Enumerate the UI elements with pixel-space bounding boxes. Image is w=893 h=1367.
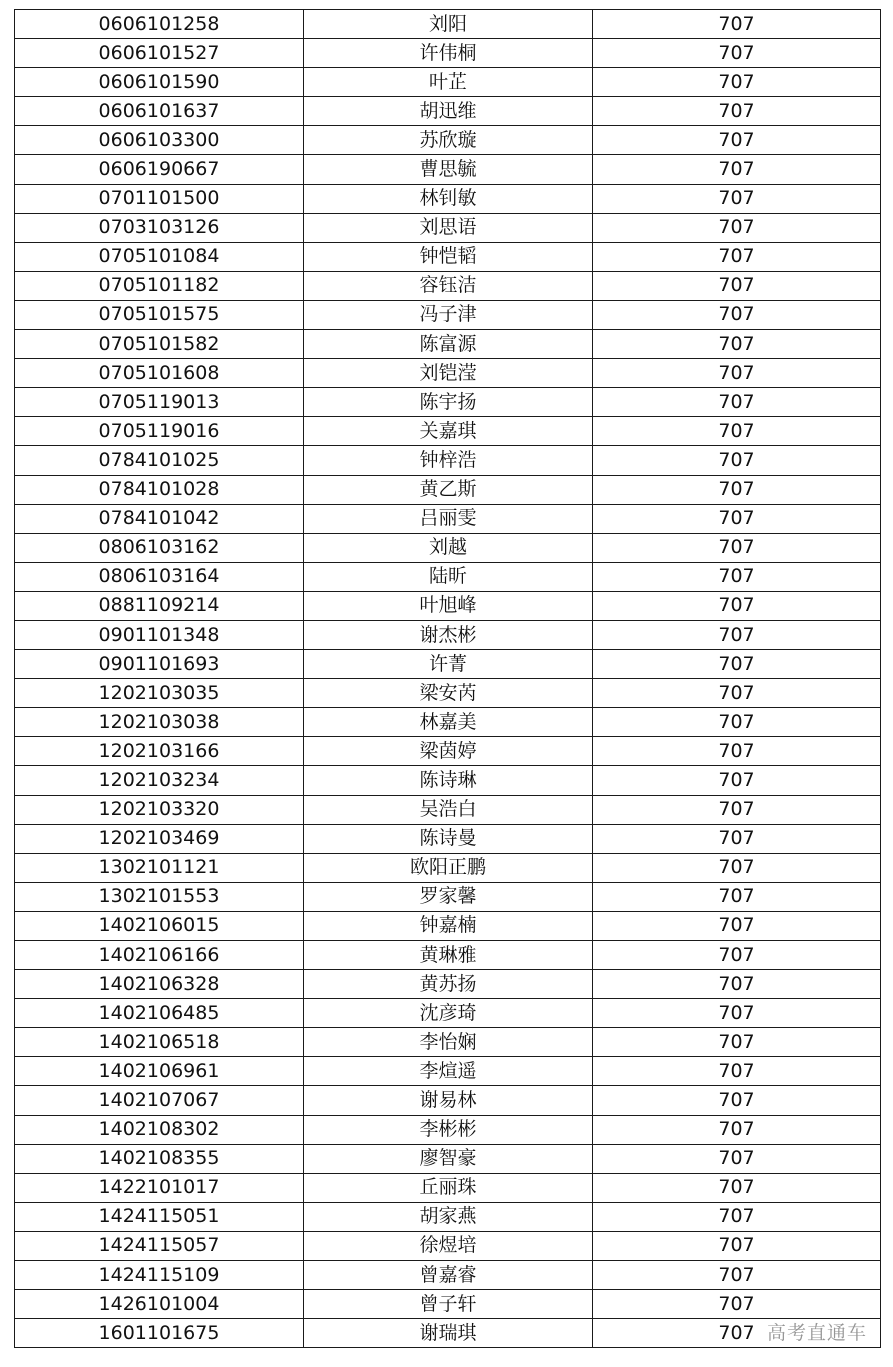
student-name-cell: 陈诗曼 [304, 824, 593, 853]
exam-number-cell: 1424115057 [15, 1231, 304, 1260]
exam-number-cell: 0606101637 [15, 97, 304, 126]
exam-number-cell: 0705101084 [15, 242, 304, 271]
exam-number-cell: 1402107067 [15, 1086, 304, 1115]
score-cell: 707 [593, 417, 881, 446]
exam-number-cell: 1426101004 [15, 1290, 304, 1319]
exam-number-cell: 0705119016 [15, 417, 304, 446]
student-name-cell: 李彬彬 [304, 1115, 593, 1144]
exam-number-cell: 0705101582 [15, 330, 304, 359]
table-row [15, 1086, 881, 1115]
score-cell: 707 [593, 650, 881, 679]
student-name-cell: 苏欣璇 [304, 126, 593, 155]
table-row [15, 911, 881, 940]
exam-number-cell: 0606101590 [15, 68, 304, 97]
exam-number-cell: 1402106166 [15, 941, 304, 970]
exam-number-cell: 1402106015 [15, 911, 304, 940]
score-cell: 707 [593, 97, 881, 126]
exam-number-cell: 1302101553 [15, 882, 304, 911]
table-row [15, 591, 881, 620]
table-row [15, 446, 881, 475]
student-name-cell: 丘丽珠 [304, 1173, 593, 1202]
table-row [15, 795, 881, 824]
table-row [15, 155, 881, 184]
score-cell: 707 [593, 155, 881, 184]
exam-number-cell: 1202103035 [15, 679, 304, 708]
student-name-cell: 梁茵婷 [304, 737, 593, 766]
student-name-cell: 黄琳雅 [304, 941, 593, 970]
score-cell: 707 [593, 999, 881, 1028]
score-cell: 707 [593, 1144, 881, 1173]
student-name-cell: 黄乙斯 [304, 475, 593, 504]
table-row [15, 359, 881, 388]
score-cell: 707 [593, 68, 881, 97]
student-name-cell: 钟恺韬 [304, 242, 593, 271]
table-row [15, 620, 881, 649]
score-cell: 707 [593, 562, 881, 591]
student-name-cell: 刘思语 [304, 213, 593, 242]
student-name-cell: 徐煜培 [304, 1231, 593, 1260]
exam-number-cell: 1202103166 [15, 737, 304, 766]
table-row [15, 679, 881, 708]
student-name-cell: 胡迅维 [304, 97, 593, 126]
score-cell: 707 [593, 533, 881, 562]
score-cell: 707 [593, 970, 881, 999]
score-cell: 707 [593, 213, 881, 242]
table-row [15, 766, 881, 795]
table-row [15, 330, 881, 359]
exam-number-cell: 0784101025 [15, 446, 304, 475]
score-cell: 707 [593, 1290, 881, 1319]
student-name-cell: 钟梓浩 [304, 446, 593, 475]
score-cell: 707 [593, 300, 881, 329]
student-name-cell: 林嘉美 [304, 708, 593, 737]
student-name-cell: 林钊敏 [304, 184, 593, 213]
score-cell: 707 [593, 1319, 881, 1348]
exam-number-cell: 0606190667 [15, 155, 304, 184]
table-row [15, 1028, 881, 1057]
table-row [15, 824, 881, 853]
score-cell: 707 [593, 184, 881, 213]
watermark: 高考直通车 [766, 1322, 867, 1344]
table-row [15, 300, 881, 329]
student-name-cell: 刘越 [304, 533, 593, 562]
table-row [15, 10, 881, 39]
table-row [15, 1290, 881, 1319]
exam-number-cell: 1402108355 [15, 1144, 304, 1173]
exam-number-cell: 0701101500 [15, 184, 304, 213]
exam-number-cell: 0606101258 [15, 10, 304, 39]
exam-number-cell: 1202103234 [15, 766, 304, 795]
score-cell: 707 [593, 766, 881, 795]
score-cell: 707 [593, 359, 881, 388]
score-cell: 707 [593, 882, 881, 911]
score-table-body [15, 10, 881, 1348]
student-name-cell: 刘阳 [304, 10, 593, 39]
student-name-cell: 钟嘉楠 [304, 911, 593, 940]
student-name-cell: 谢瑞琪 [304, 1319, 593, 1348]
table-row [15, 708, 881, 737]
score-cell: 707 [593, 824, 881, 853]
table-row [15, 417, 881, 446]
score-cell: 707 [593, 242, 881, 271]
student-name-cell: 许菁 [304, 650, 593, 679]
exam-number-cell: 0705101608 [15, 359, 304, 388]
score-cell: 707 [593, 446, 881, 475]
student-name-cell: 梁安芮 [304, 679, 593, 708]
score-cell: 707 [593, 39, 881, 68]
table-row [15, 1231, 881, 1260]
student-name-cell: 叶旭峰 [304, 591, 593, 620]
table-row [15, 242, 881, 271]
table-row [15, 97, 881, 126]
table-row [15, 126, 881, 155]
table-row [15, 970, 881, 999]
student-name-cell: 沈彦琦 [304, 999, 593, 1028]
exam-number-cell: 1402106328 [15, 970, 304, 999]
exam-number-cell: 1402106961 [15, 1057, 304, 1086]
table-row [15, 475, 881, 504]
exam-number-cell: 1601101675 [15, 1319, 304, 1348]
exam-number-cell: 0703103126 [15, 213, 304, 242]
exam-number-cell: 1424115109 [15, 1261, 304, 1290]
student-name-cell: 许伟桐 [304, 39, 593, 68]
student-name-cell: 谢易林 [304, 1086, 593, 1115]
student-name-cell: 冯子津 [304, 300, 593, 329]
student-name-cell: 陈诗琳 [304, 766, 593, 795]
student-name-cell: 罗家馨 [304, 882, 593, 911]
student-name-cell: 叶芷 [304, 68, 593, 97]
student-name-cell: 吴浩白 [304, 795, 593, 824]
exam-number-cell: 1202103320 [15, 795, 304, 824]
score-cell: 707 [593, 1173, 881, 1202]
exam-number-cell: 1402106485 [15, 999, 304, 1028]
score-cell: 707 [593, 620, 881, 649]
score-cell: 707 [593, 708, 881, 737]
exam-number-cell: 0606103300 [15, 126, 304, 155]
score-cell: 707 [593, 388, 881, 417]
score-cell: 707 [593, 1261, 881, 1290]
table-row [15, 1319, 881, 1348]
student-name-cell: 廖智豪 [304, 1144, 593, 1173]
exam-number-cell: 0881109214 [15, 591, 304, 620]
exam-number-cell: 0901101348 [15, 620, 304, 649]
student-name-cell: 吕丽雯 [304, 504, 593, 533]
table-row [15, 1144, 881, 1173]
table-row [15, 853, 881, 882]
score-cell: 707 [593, 504, 881, 533]
score-cell: 707 [593, 1028, 881, 1057]
table-row [15, 650, 881, 679]
score-cell: 707 [593, 679, 881, 708]
student-name-cell: 谢杰彬 [304, 620, 593, 649]
table-row [15, 184, 881, 213]
student-name-cell: 刘铠滢 [304, 359, 593, 388]
exam-number-cell: 0705101575 [15, 300, 304, 329]
exam-number-cell: 0806103162 [15, 533, 304, 562]
table-row [15, 1057, 881, 1086]
table-row [15, 941, 881, 970]
score-cell: 707 [593, 330, 881, 359]
score-cell: 707 [593, 10, 881, 39]
student-name-cell: 关嘉琪 [304, 417, 593, 446]
exam-number-cell: 0784101028 [15, 475, 304, 504]
table-row [15, 562, 881, 591]
score-cell: 707 [593, 737, 881, 766]
exam-number-cell: 1202103038 [15, 708, 304, 737]
score-table [14, 9, 881, 1348]
score-cell: 707 [593, 853, 881, 882]
exam-number-cell: 0901101693 [15, 650, 304, 679]
table-row [15, 504, 881, 533]
table-row [15, 388, 881, 417]
student-name-cell: 欧阳正鹏 [304, 853, 593, 882]
exam-number-cell: 0705101182 [15, 271, 304, 300]
table-row [15, 1261, 881, 1290]
score-cell: 707 [593, 1086, 881, 1115]
exam-number-cell: 0606101527 [15, 39, 304, 68]
table-row [15, 271, 881, 300]
score-cell: 707 [593, 1115, 881, 1144]
exam-number-cell: 0806103164 [15, 562, 304, 591]
table-row [15, 533, 881, 562]
table-row [15, 1173, 881, 1202]
student-name-cell: 陆昕 [304, 562, 593, 591]
student-name-cell: 容钰洁 [304, 271, 593, 300]
student-name-cell: 曾子轩 [304, 1290, 593, 1319]
student-name-cell: 陈宇扬 [304, 388, 593, 417]
student-name-cell: 陈富源 [304, 330, 593, 359]
score-cell: 707 [593, 271, 881, 300]
table-row [15, 1115, 881, 1144]
exam-number-cell: 1422101017 [15, 1173, 304, 1202]
exam-number-cell: 0784101042 [15, 504, 304, 533]
table-row [15, 999, 881, 1028]
exam-number-cell: 1424115051 [15, 1202, 304, 1231]
table-row [15, 1202, 881, 1231]
student-name-cell: 曹思毓 [304, 155, 593, 184]
table-row [15, 39, 881, 68]
score-cell: 707 [593, 1057, 881, 1086]
student-name-cell: 曾嘉睿 [304, 1261, 593, 1290]
student-name-cell: 黄苏扬 [304, 970, 593, 999]
student-name-cell: 胡家燕 [304, 1202, 593, 1231]
score-cell: 707 [593, 941, 881, 970]
exam-number-cell: 1402108302 [15, 1115, 304, 1144]
score-cell: 707 [593, 475, 881, 504]
score-cell: 707 [593, 126, 881, 155]
score-cell: 707 [593, 795, 881, 824]
score-cell: 707 [593, 1231, 881, 1260]
exam-number-cell: 1402106518 [15, 1028, 304, 1057]
exam-number-cell: 1202103469 [15, 824, 304, 853]
score-cell: 707 [593, 911, 881, 940]
exam-number-cell: 1302101121 [15, 853, 304, 882]
table-row [15, 213, 881, 242]
score-cell: 707 [593, 1202, 881, 1231]
table-row [15, 68, 881, 97]
exam-number-cell: 0705119013 [15, 388, 304, 417]
table-row [15, 882, 881, 911]
table-row [15, 737, 881, 766]
student-name-cell: 李煊遥 [304, 1057, 593, 1086]
score-cell: 707 [593, 591, 881, 620]
student-name-cell: 李怡娴 [304, 1028, 593, 1057]
